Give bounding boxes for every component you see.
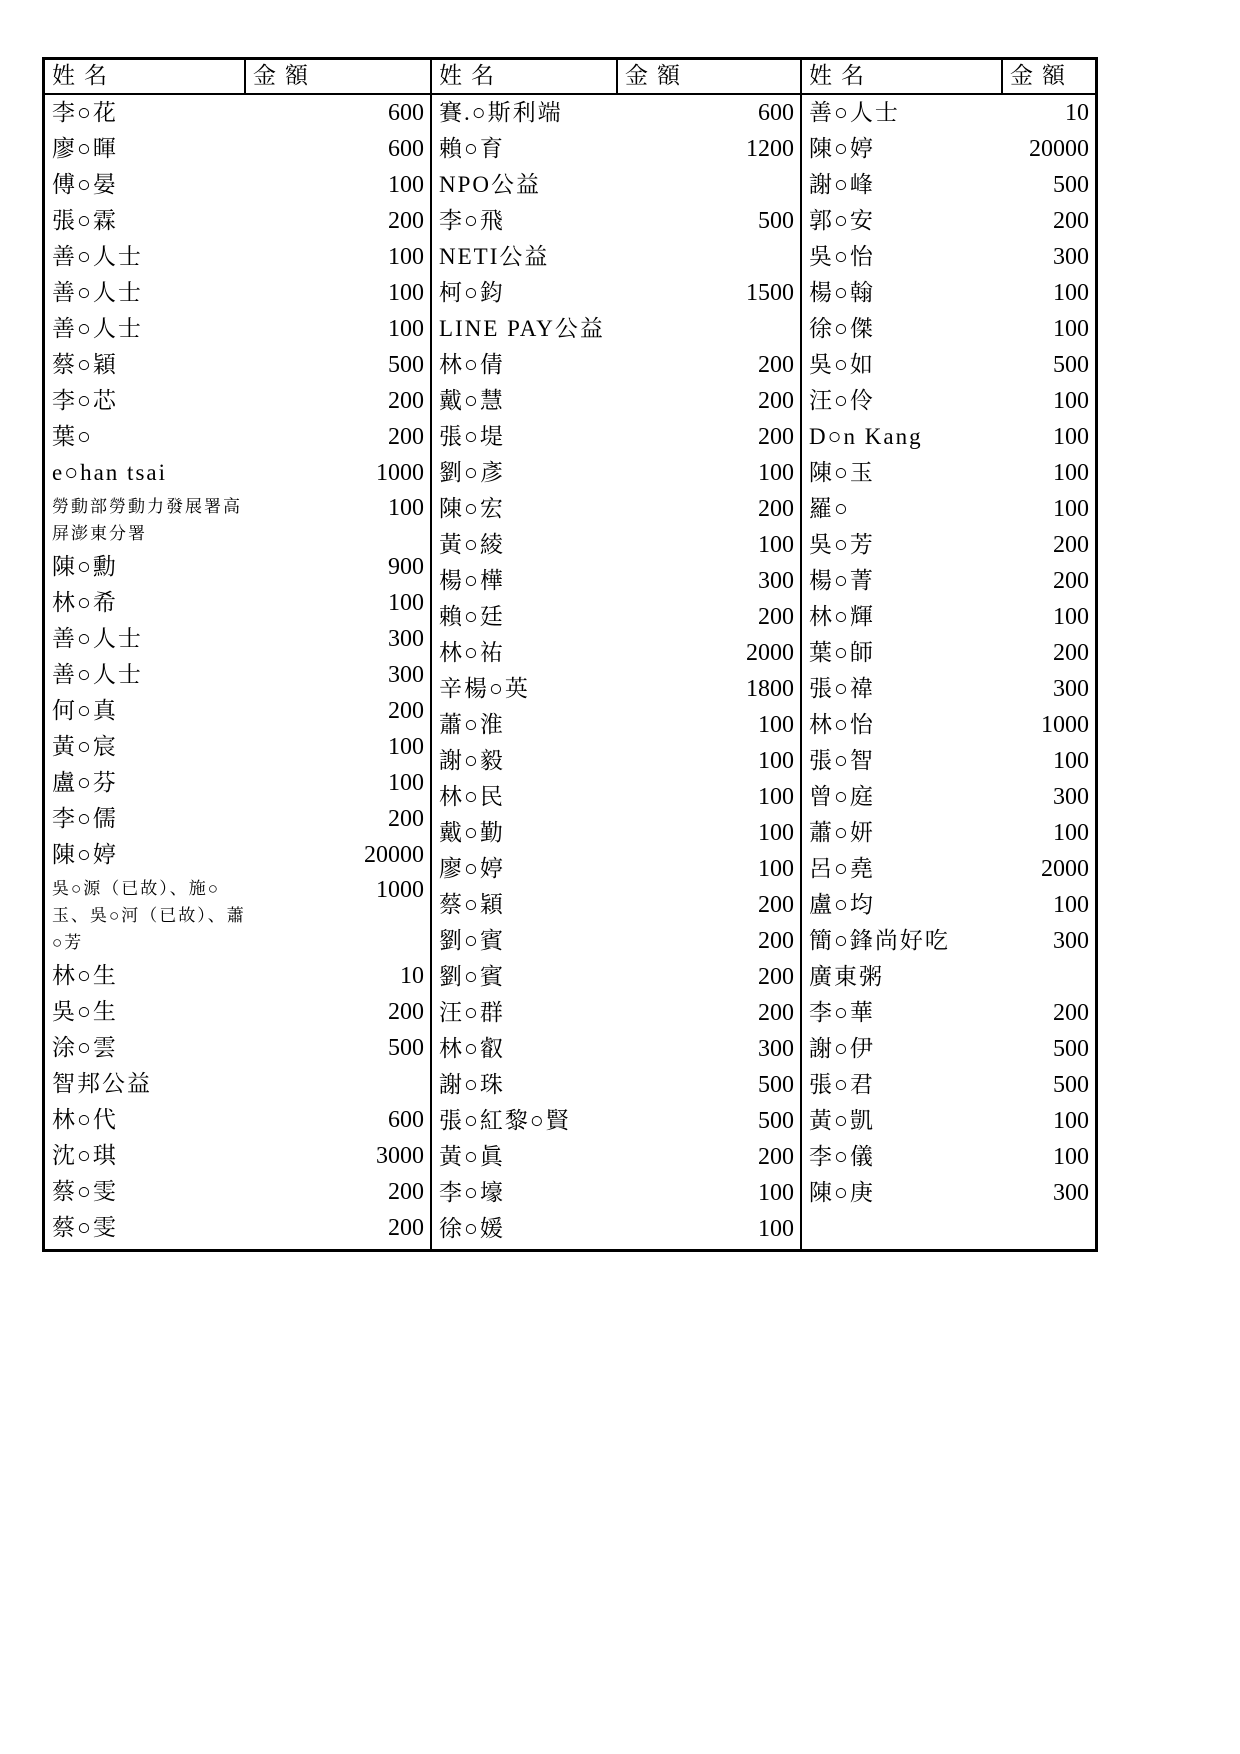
donor-name: 謝○伊 xyxy=(809,1036,875,1061)
table-row xyxy=(45,958,430,994)
donor-name: 李○飛 xyxy=(439,208,505,233)
donor-name: 蔡○穎 xyxy=(439,892,505,917)
donor-name: 謝○珠 xyxy=(439,1072,505,1097)
donor-name: 李○壕 xyxy=(439,1180,505,1205)
donation-amount: 500 xyxy=(1053,1072,1089,1098)
table-row xyxy=(432,707,800,743)
table-row xyxy=(432,347,800,383)
table-row xyxy=(45,455,430,491)
donor-name: 李○花 xyxy=(52,100,118,125)
donor-name: 蕭○妍 xyxy=(809,820,875,845)
donation-amount: 1000 xyxy=(1041,712,1089,738)
donation-amount: 500 xyxy=(388,352,424,378)
amount-column-header: 金額 xyxy=(253,63,317,88)
donation-amount: 200 xyxy=(1053,208,1089,234)
donor-name: 陳○勳 xyxy=(52,554,118,579)
donor-name: D○n Kang xyxy=(809,424,923,449)
table-row xyxy=(802,527,1095,563)
donation-amount: 100 xyxy=(758,1216,794,1242)
donation-amount: 500 xyxy=(1053,172,1089,198)
name-column-header: 姓名 xyxy=(432,60,618,93)
donor-name: 蕭○淮 xyxy=(439,712,505,737)
donation-amount: 600 xyxy=(388,136,424,162)
donation-amount: 200 xyxy=(758,424,794,450)
table-row xyxy=(45,1210,430,1246)
table-row xyxy=(432,275,800,311)
donor-name: 楊○樺 xyxy=(439,568,505,593)
donation-amount: 900 xyxy=(388,554,424,580)
donation-amount: 200 xyxy=(758,496,794,522)
table-row xyxy=(432,1067,800,1103)
donation-amount: 600 xyxy=(388,1107,424,1133)
amount-column-header: 金額 xyxy=(625,63,689,88)
donation-amount: 200 xyxy=(1053,640,1089,666)
donor-name: 賽.○斯利端 xyxy=(439,100,563,125)
donor-name: 蔡○穎 xyxy=(52,352,118,377)
table-row xyxy=(802,1067,1095,1103)
table-row xyxy=(802,959,1095,995)
donor-name: 善○人士 xyxy=(52,316,143,341)
donation-amount: 200 xyxy=(758,928,794,954)
donation-amount: 100 xyxy=(1053,1108,1089,1134)
donor-name: 傅○晏 xyxy=(52,172,118,197)
header-group xyxy=(430,60,800,93)
table-row xyxy=(802,1103,1095,1139)
donor-name: 林○輝 xyxy=(809,604,875,629)
donation-amount: 10 xyxy=(1065,100,1089,126)
donation-amount: 300 xyxy=(1053,784,1089,810)
donation-amount: 200 xyxy=(758,892,794,918)
donation-amount: 1000 xyxy=(376,877,424,903)
table-row xyxy=(45,801,430,837)
donor-name: 廣東粥 xyxy=(809,964,884,989)
table-row xyxy=(802,995,1095,1031)
donation-amount: 300 xyxy=(758,568,794,594)
donor-name: 李○芯 xyxy=(52,388,118,413)
donation-amount: 100 xyxy=(388,495,424,521)
donation-amount: 200 xyxy=(388,1179,424,1205)
table-row xyxy=(45,729,430,765)
donation-amount: 200 xyxy=(758,1144,794,1170)
donation-amount: 200 xyxy=(388,806,424,832)
donor-name: 李○儒 xyxy=(52,806,118,831)
donation-amount: 100 xyxy=(388,734,424,760)
donor-name: 吳○芳 xyxy=(809,532,875,557)
table-row xyxy=(432,995,800,1031)
table-row xyxy=(45,491,430,549)
table-row xyxy=(802,743,1095,779)
donation-amount: 100 xyxy=(758,460,794,486)
donor-name: 楊○翰 xyxy=(809,280,875,305)
donation-amount: 100 xyxy=(388,590,424,616)
table-row xyxy=(802,815,1095,851)
donor-name: 林○民 xyxy=(439,784,505,809)
donor-name: 謝○毅 xyxy=(439,748,505,773)
donor-name: 廖○暉 xyxy=(52,136,118,161)
donation-amount: 500 xyxy=(1053,1036,1089,1062)
donor-name: 林○代 xyxy=(52,1107,118,1132)
donor-name: NETI公益 xyxy=(439,244,550,269)
donor-name: 盧○均 xyxy=(809,892,875,917)
table-row xyxy=(45,585,430,621)
donation-amount: 500 xyxy=(758,1072,794,1098)
donor-name: 善○人士 xyxy=(52,626,143,651)
donation-amount: 300 xyxy=(1053,244,1089,270)
table-row xyxy=(802,923,1095,959)
table-row xyxy=(432,563,800,599)
table-row xyxy=(802,563,1095,599)
donation-amount: 300 xyxy=(388,662,424,688)
donor-name: 吳○源（已故）、施○玉、吳○河（已故）、蕭○芳 xyxy=(52,879,246,952)
donation-amount: 2000 xyxy=(1041,856,1089,882)
donor-name: 何○真 xyxy=(52,698,118,723)
donation-amount: 2000 xyxy=(746,640,794,666)
donor-name: 吳○如 xyxy=(809,352,875,377)
donor-name: 張○霖 xyxy=(52,208,118,233)
name-column-header: 姓名 xyxy=(45,60,246,93)
table-row xyxy=(802,383,1095,419)
table-row xyxy=(802,347,1095,383)
donation-amount: 500 xyxy=(1053,352,1089,378)
table-row xyxy=(432,95,800,131)
donation-amount: 500 xyxy=(758,208,794,234)
donation-amount: 200 xyxy=(1053,532,1089,558)
donation-amount: 1800 xyxy=(746,676,794,702)
donor-name: 智邦公益 xyxy=(52,1071,152,1096)
table-row xyxy=(45,837,430,873)
donor-name: 曾○庭 xyxy=(809,784,875,809)
table-row xyxy=(432,959,800,995)
donor-name: 李○華 xyxy=(809,1000,875,1025)
donation-amount: 600 xyxy=(758,100,794,126)
donation-amount: 100 xyxy=(1053,316,1089,342)
donor-name: 楊○菁 xyxy=(809,568,875,593)
donor-name: 林○倩 xyxy=(439,352,505,377)
donation-amount: 200 xyxy=(758,388,794,414)
donor-name: 吳○怡 xyxy=(809,244,875,269)
donor-name: 林○生 xyxy=(52,963,118,988)
donation-amount: 200 xyxy=(388,208,424,234)
donor-name: 陳○婷 xyxy=(809,136,875,161)
table-row xyxy=(432,743,800,779)
table-row xyxy=(802,311,1095,347)
donation-amount: 100 xyxy=(388,316,424,342)
donor-name: 陳○宏 xyxy=(439,496,505,521)
donation-amount: 3000 xyxy=(376,1143,424,1169)
donor-name: 林○怡 xyxy=(809,712,875,737)
donation-amount: 100 xyxy=(1053,388,1089,414)
table-row xyxy=(45,994,430,1030)
donation-amount: 100 xyxy=(388,244,424,270)
donation-amount: 300 xyxy=(758,1036,794,1062)
table-row xyxy=(432,419,800,455)
table-row xyxy=(432,455,800,491)
table-row xyxy=(45,1174,430,1210)
donor-name: 張○堤 xyxy=(439,424,505,449)
donation-amount: 100 xyxy=(1053,280,1089,306)
donation-amount: 200 xyxy=(388,1215,424,1241)
table-row xyxy=(802,203,1095,239)
table-row xyxy=(802,491,1095,527)
donor-name: 葉○ xyxy=(52,424,93,449)
table-row xyxy=(432,887,800,923)
donor-name: 張○君 xyxy=(809,1072,875,1097)
donation-amount: 100 xyxy=(758,748,794,774)
donation-amount: 500 xyxy=(388,1035,424,1061)
donation-amount: 200 xyxy=(758,352,794,378)
donation-amount: 100 xyxy=(1053,460,1089,486)
donation-amount: 100 xyxy=(388,770,424,796)
donor-name: 陳○庚 xyxy=(809,1180,875,1205)
table-row xyxy=(45,1030,430,1066)
donation-amount: 100 xyxy=(1053,424,1089,450)
table-row xyxy=(45,765,430,801)
donor-name: LINE PAY公益 xyxy=(439,316,605,341)
donation-amount: 100 xyxy=(758,532,794,558)
table-header xyxy=(45,60,1095,95)
donor-name: 林○叡 xyxy=(439,1036,505,1061)
table-row xyxy=(802,1031,1095,1067)
table-row xyxy=(802,239,1095,275)
table-row xyxy=(432,671,800,707)
table-row xyxy=(45,347,430,383)
table-row xyxy=(432,239,800,275)
donor-name: 勞動部勞動力發展署高屏澎東分署 xyxy=(52,497,242,543)
table-row xyxy=(432,1031,800,1067)
donation-amount: 20000 xyxy=(364,842,424,868)
table-row xyxy=(45,239,430,275)
donor-name: 呂○堯 xyxy=(809,856,875,881)
donation-amount: 100 xyxy=(388,172,424,198)
donation-amount: 100 xyxy=(758,712,794,738)
table-row xyxy=(45,1102,430,1138)
table-row xyxy=(802,95,1095,131)
donation-amount: 100 xyxy=(1053,496,1089,522)
donation-amount: 1000 xyxy=(376,460,424,486)
donation-amount: 300 xyxy=(1053,676,1089,702)
donor-name: 善○人士 xyxy=(809,100,900,125)
donation-table xyxy=(42,57,1098,1252)
donor-name: 蔡○雯 xyxy=(52,1215,118,1240)
donor-name: 涂○雲 xyxy=(52,1035,118,1060)
table-row xyxy=(802,887,1095,923)
donor-name: 汪○群 xyxy=(439,1000,505,1025)
donor-name: 吳○生 xyxy=(52,999,118,1024)
donation-amount: 200 xyxy=(388,424,424,450)
table-row xyxy=(802,1175,1095,1211)
donor-name: 陳○婷 xyxy=(52,842,118,867)
donor-name: 謝○峰 xyxy=(809,172,875,197)
table-row xyxy=(432,131,800,167)
donation-amount: 100 xyxy=(1053,892,1089,918)
donor-name: 黃○宸 xyxy=(52,734,118,759)
table-row xyxy=(45,275,430,311)
donation-amount: 100 xyxy=(1053,748,1089,774)
table-row xyxy=(432,383,800,419)
donor-name: 黃○眞 xyxy=(439,1144,505,1169)
donation-amount: 300 xyxy=(388,626,424,652)
donor-name: 沈○琪 xyxy=(52,1143,118,1168)
column-group xyxy=(430,95,800,1249)
donor-name: 蔡○雯 xyxy=(52,1179,118,1204)
donor-name: 賴○育 xyxy=(439,136,505,161)
donation-amount: 100 xyxy=(758,1180,794,1206)
table-row xyxy=(45,1138,430,1174)
donor-name: 賴○廷 xyxy=(439,604,505,629)
donor-name: 劉○賓 xyxy=(439,964,505,989)
donor-name: 簡○鋒尚好吃 xyxy=(809,928,950,953)
table-row xyxy=(45,203,430,239)
table-row xyxy=(432,527,800,563)
table-row xyxy=(802,671,1095,707)
table-row xyxy=(45,383,430,419)
name-column-header: 姓名 xyxy=(802,60,1003,93)
table-row xyxy=(802,635,1095,671)
donation-amount: 100 xyxy=(758,820,794,846)
donor-name: 張○智 xyxy=(809,748,875,773)
table-row xyxy=(802,455,1095,491)
table-row xyxy=(45,419,430,455)
table-row xyxy=(432,923,800,959)
donor-name: 張○紅黎○賢 xyxy=(439,1108,571,1133)
donor-name: NPO公益 xyxy=(439,172,542,197)
donor-name: 林○祐 xyxy=(439,640,505,665)
donor-name: 黃○綾 xyxy=(439,532,505,557)
table-row xyxy=(802,419,1095,455)
donor-name: 廖○婷 xyxy=(439,856,505,881)
table-row xyxy=(432,311,800,347)
donation-amount: 1200 xyxy=(746,136,794,162)
table-row xyxy=(45,95,430,131)
column-group xyxy=(45,95,430,1249)
donation-amount: 100 xyxy=(758,784,794,810)
donation-amount: 100 xyxy=(758,856,794,882)
table-row xyxy=(432,1175,800,1211)
table-row xyxy=(802,599,1095,635)
donation-amount: 1500 xyxy=(746,280,794,306)
donor-name: 柯○鈞 xyxy=(439,280,505,305)
donor-name: 徐○媛 xyxy=(439,1216,505,1241)
donor-name: 郭○安 xyxy=(809,208,875,233)
donor-name: 林○希 xyxy=(52,590,118,615)
donation-amount: 300 xyxy=(1053,1180,1089,1206)
table-row xyxy=(432,203,800,239)
donation-amount: 200 xyxy=(758,964,794,990)
donor-name: 劉○賓 xyxy=(439,928,505,953)
table-row xyxy=(802,779,1095,815)
table-row xyxy=(802,1139,1095,1175)
column-group xyxy=(800,95,1095,1249)
table-row xyxy=(45,693,430,729)
donation-amount: 200 xyxy=(1053,1000,1089,1026)
donation-amount: 500 xyxy=(758,1108,794,1134)
table-row xyxy=(45,131,430,167)
donation-amount: 600 xyxy=(388,100,424,126)
table-row xyxy=(432,599,800,635)
donor-name: 戴○勤 xyxy=(439,820,505,845)
table-body xyxy=(45,95,1095,1249)
table-row xyxy=(432,1211,800,1247)
donation-amount: 100 xyxy=(1053,1144,1089,1170)
table-row xyxy=(45,167,430,203)
donation-amount: 100 xyxy=(1053,820,1089,846)
table-row xyxy=(802,131,1095,167)
table-row xyxy=(432,779,800,815)
table-row xyxy=(45,311,430,347)
donation-amount: 20000 xyxy=(1029,136,1089,162)
donor-name: 羅○ xyxy=(809,496,850,521)
table-row xyxy=(802,707,1095,743)
table-row xyxy=(802,275,1095,311)
header-group xyxy=(800,60,1095,93)
table-row xyxy=(432,491,800,527)
table-row xyxy=(432,1139,800,1175)
table-row xyxy=(802,167,1095,203)
donor-name: 戴○慧 xyxy=(439,388,505,413)
header-group xyxy=(45,60,430,93)
donor-name: 善○人士 xyxy=(52,244,143,269)
donor-name: 善○人士 xyxy=(52,280,143,305)
table-row xyxy=(432,1103,800,1139)
donor-name: 黃○凱 xyxy=(809,1108,875,1133)
donation-amount: 200 xyxy=(388,698,424,724)
donor-name: 盧○芬 xyxy=(52,770,118,795)
donation-amount: 300 xyxy=(1053,928,1089,954)
donation-amount: 200 xyxy=(388,999,424,1025)
donor-name: 李○儀 xyxy=(809,1144,875,1169)
donor-name: 辛楊○英 xyxy=(439,676,530,701)
table-row xyxy=(45,657,430,693)
donor-name: 張○禕 xyxy=(809,676,875,701)
donation-amount: 200 xyxy=(758,604,794,630)
amount-column-header: 金額 xyxy=(1010,63,1074,88)
table-row xyxy=(45,549,430,585)
donor-name: 葉○師 xyxy=(809,640,875,665)
donation-amount: 10 xyxy=(400,963,424,989)
donation-amount: 100 xyxy=(1053,604,1089,630)
donor-name: e○han tsai xyxy=(52,460,167,485)
table-row xyxy=(432,167,800,203)
donor-name: 善○人士 xyxy=(52,662,143,687)
table-row xyxy=(802,851,1095,887)
donor-name: 劉○彥 xyxy=(439,460,505,485)
donor-name: 陳○玉 xyxy=(809,460,875,485)
donation-amount: 200 xyxy=(388,388,424,414)
table-row xyxy=(432,815,800,851)
donation-amount: 200 xyxy=(1053,568,1089,594)
table-row xyxy=(432,851,800,887)
donation-amount: 200 xyxy=(758,1000,794,1026)
table-row xyxy=(45,873,430,958)
table-row xyxy=(432,635,800,671)
donation-amount: 100 xyxy=(388,280,424,306)
donor-name: 汪○伶 xyxy=(809,388,875,413)
donor-name: 徐○傑 xyxy=(809,316,875,341)
table-row xyxy=(45,621,430,657)
table-row xyxy=(45,1066,430,1102)
